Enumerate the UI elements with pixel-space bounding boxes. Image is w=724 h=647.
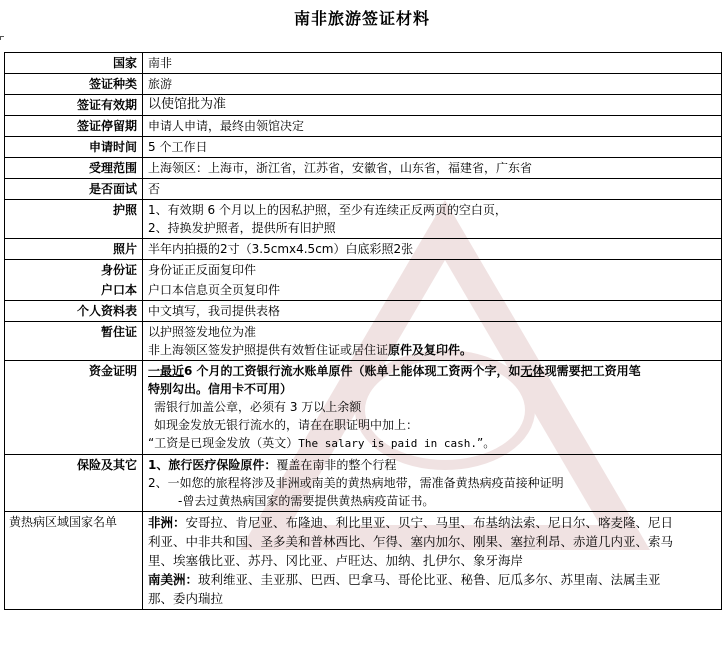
- row-label-validity: 签证有效期: [5, 95, 143, 116]
- row-label-passport: 护照: [5, 200, 143, 239]
- funds-line-1-d: 现需要把工资用笔: [544, 364, 641, 378]
- funds-line-5-a: “工资是已现金发放（英文）: [148, 436, 299, 450]
- funds-line-4: 如现金发放无银行流水的，请在在职证明中加上：: [154, 418, 419, 432]
- residence-line-1: 以护照签发地位为准: [148, 325, 257, 339]
- insurance-line-1-a: 1、旅行医疗保险原件：: [148, 458, 277, 472]
- funds-line-5-b: The salary is paid in cash.: [298, 437, 478, 450]
- funds-line-5: [148, 434, 716, 453]
- table-row: [5, 455, 722, 512]
- row-label-insurance: 保险及其它: [5, 455, 143, 512]
- table-row: [5, 53, 722, 74]
- corner-mark: [0, 36, 4, 40]
- insurance-line-3: -曾去过黄热病国家的需要提供黄热病疫苗证书。: [178, 494, 435, 508]
- row-value-country: 南非: [143, 53, 722, 74]
- row-value-id-card: 身份证正反面复印件: [143, 260, 722, 281]
- table-row: [5, 137, 722, 158]
- row-value-visa-type: 旅游: [143, 74, 722, 95]
- america-list-1: 玻利维亚、圭亚那、巴西、巴拿马、哥伦比亚、秘鲁、厄瓜多尔、苏里南、法属圭亚: [198, 572, 661, 587]
- row-value-stay: 申请人申请，最终由领馆决定: [143, 116, 722, 137]
- table-row: [5, 280, 722, 301]
- funds-line-2: 特别勾出。信用卡不可用）: [148, 382, 293, 396]
- row-value-personal-form: 中文填写，我司提供表格: [143, 301, 722, 322]
- row-value-interview: 否: [143, 179, 722, 200]
- table-row: [5, 361, 722, 455]
- row-label-funds: 资金证明: [5, 361, 143, 455]
- table-row: [5, 301, 722, 322]
- row-value-insurance: [143, 455, 722, 512]
- row-value-residence: [143, 322, 722, 361]
- row-label-scope: 受理范围: [5, 158, 143, 179]
- africa-line-1: [148, 513, 716, 532]
- table-row: [5, 74, 722, 95]
- table-row: [5, 239, 722, 260]
- funds-line-5-c: ”。: [477, 436, 496, 450]
- funds-line-1: [148, 362, 716, 380]
- table-row: [5, 322, 722, 361]
- america-line-1: [148, 570, 716, 589]
- funds-line-1-c: 无体: [520, 364, 545, 378]
- table-row: [5, 200, 722, 239]
- passport-line-2: 2、持换发护照者，提供所有旧护照: [148, 221, 336, 235]
- row-label-processing: 申请时间: [5, 137, 143, 158]
- table-row: [5, 512, 722, 610]
- visa-requirements-table: [4, 52, 722, 610]
- row-value-scope: 上海领区：上海市，浙江省，江苏省，安徽省，山东省，福建省，广东省: [143, 158, 722, 179]
- insurance-line-1: [148, 456, 716, 474]
- row-label-photo: 照片: [5, 239, 143, 260]
- residence-line-2: [148, 341, 716, 359]
- passport-line-1: 1、有效期 6 个月以上的因私护照，至少有连续正反两页的空白页，: [148, 203, 507, 217]
- insurance-line-2: 2、一如您的旅程将涉及非洲或南美的黄热病地带，需准备黄热病疫苗接种证明: [148, 476, 564, 490]
- africa-line-3: 里、埃塞俄比亚、苏丹、冈比亚、卢旺达、加纳、扎伊尔、象牙海岸: [148, 553, 524, 568]
- row-label-interview: 是否面试: [5, 179, 143, 200]
- row-label-hukou: 户口本: [5, 280, 143, 301]
- africa-line-2: 利亚、中非共和国、圣多美和普林西比、乍得、塞内加尔、刚果、塞拉利昂、赤道几内亚、索马: [148, 534, 674, 549]
- row-label-residence: 暂住证: [5, 322, 143, 361]
- row-value-processing: 5 个工作日: [143, 137, 722, 158]
- row-label-country: 国家: [5, 53, 143, 74]
- row-value-yellow-fever: [143, 512, 722, 610]
- row-label-personal-form: 个人资料表: [5, 301, 143, 322]
- row-label-stay: 签证停留期: [5, 116, 143, 137]
- row-value-passport: [143, 200, 722, 239]
- america-label: 南美洲：: [148, 572, 199, 587]
- table-row: [5, 95, 722, 116]
- funds-line-3: 需银行加盖公章，必须有 3 万以上余额: [154, 400, 362, 414]
- row-label-yellow-fever: 黄热病区域国家名单: [5, 512, 143, 610]
- table-row: [5, 260, 722, 281]
- insurance-line-1-b: 覆盖在南非的整个行程: [276, 458, 397, 472]
- row-value-photo: 半年内拍摄的2寸（3.5cmx4.5cm）白底彩照2张: [143, 239, 722, 260]
- row-value-validity: 以使馆批为准: [143, 95, 722, 116]
- row-label-visa-type: 签证种类: [5, 74, 143, 95]
- africa-label: 非洲：: [148, 515, 186, 530]
- funds-line-1-a: 一最近: [148, 364, 185, 378]
- page-title: 南非旅游签证材料: [293, 9, 430, 28]
- row-value-hukou: 户口本信息页全页复印件: [143, 280, 722, 301]
- row-label-id-card: 身份证: [5, 260, 143, 281]
- residence-line-2-bold: 原件及复印件。: [388, 343, 473, 357]
- table-row: [5, 179, 722, 200]
- row-value-funds: [143, 361, 722, 455]
- funds-line-1-b: 6 个月的工资银行流水账单原件（账单上能体现工资两个字，如: [184, 364, 521, 378]
- table-row: [5, 116, 722, 137]
- table-row: [5, 158, 722, 179]
- residence-line-2-text: 非上海领区签发护照提供有效暂住证或居住证: [148, 343, 389, 357]
- america-line-2: 那、委内瑞拉: [148, 591, 224, 606]
- africa-list-1: 安哥拉、肯尼亚、布隆迪、利比里亚、贝宁、马里、布基纳法索、尼日尔、喀麦隆、尼日: [185, 515, 674, 530]
